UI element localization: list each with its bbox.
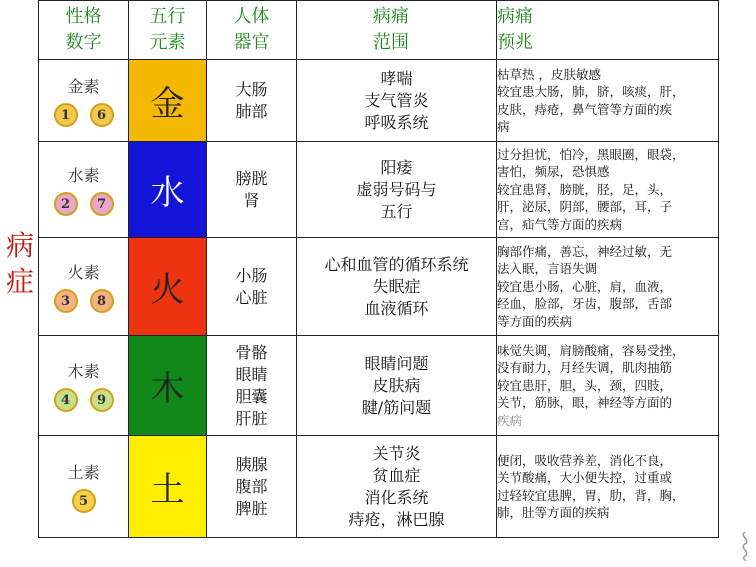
number-cell: [39, 142, 129, 238]
number-coin: 9: [90, 388, 114, 412]
range-item: 眼睛问题: [364, 353, 429, 373]
sign-line: 枯草热 ，皮肤敏感: [497, 66, 601, 82]
signs-cell: [497, 336, 719, 436]
sign-line: 较宜患小肠，心脏，肩，血液，: [497, 278, 673, 294]
range-cell: [297, 60, 497, 142]
range-item: 呼吸系统: [364, 112, 429, 132]
organ-item: 小肠: [235, 265, 268, 285]
table-row: [39, 142, 719, 238]
number-coins: [39, 388, 128, 412]
organ-item: 胰腺: [235, 454, 268, 474]
header-range: 病痛 范围: [297, 1, 497, 60]
five-elements-health-table: [38, 0, 719, 538]
range-item: 虚弱号码与: [356, 179, 437, 199]
number-cell: [39, 60, 129, 142]
sign-line: 关节酸痛，大小便失控，过重或: [497, 470, 673, 485]
element-cell: 土: [129, 436, 207, 538]
signs-cell: [497, 238, 719, 336]
sign-line: 疾病: [497, 412, 523, 428]
sign-line: 肺，肚等方面的疾病: [497, 505, 610, 520]
sign-line: 等方面的疾病: [497, 313, 573, 329]
organ-cell: [207, 436, 297, 538]
table-row: [39, 336, 719, 436]
sign-line: 便闭，吸收营养差，消化不良，: [497, 452, 673, 468]
organ-cell: [207, 60, 297, 142]
organ-item: 眼睛: [235, 364, 268, 384]
range-item: 血液循环: [364, 298, 429, 318]
side-label-disease: [6, 228, 40, 300]
organ-item: 膀胱: [235, 168, 268, 188]
signs-cell: [497, 142, 719, 238]
number-cell: [39, 336, 129, 436]
table-row: [39, 238, 719, 336]
number-label: 金素: [67, 77, 100, 96]
number-coin: 2: [54, 192, 78, 216]
number-label: 水素: [67, 166, 100, 185]
sign-line: 过分担忧，怕冷，黑眼圈，眼袋，: [497, 146, 685, 162]
range-item: 贫血症: [372, 465, 421, 485]
sign-line: 没有耐力，月经失调，肌肉抽筋: [497, 360, 673, 376]
number-cell: [39, 436, 129, 538]
sign-line: 经血，脸部，牙齿，腹部，舌部: [497, 296, 673, 312]
range-cell: [297, 142, 497, 238]
sign-line: 法入眠，言语失调: [497, 261, 598, 277]
organ-item: 胆囊: [235, 386, 268, 406]
table-row: [39, 436, 719, 538]
number-coins: [39, 489, 128, 513]
sign-line: 胸部作痛，善忘，神经过敏，无: [497, 243, 673, 259]
element-cell: 火: [129, 238, 207, 336]
organ-item: 骨骼: [235, 342, 268, 362]
header-number: 性格 数字: [39, 1, 129, 60]
header-signs: 病痛 预兆: [497, 1, 719, 60]
range-item: 消化系统: [364, 487, 429, 507]
header-row: [39, 1, 719, 60]
number-coin: 4: [54, 388, 78, 412]
organ-item: 肝脏: [235, 408, 268, 428]
organ-item: 腹部: [235, 476, 268, 496]
sign-line: 害怕，频尿，恐惧感: [497, 164, 610, 180]
sign-line: 关节，筋脉，眼，神经等方面的: [497, 395, 673, 411]
range-item: 阳痿: [380, 157, 413, 177]
number-coin: 3: [54, 289, 78, 313]
sign-line: 皮肤，痔疮，鼻气管等方面的疾: [497, 101, 673, 117]
table-row: [39, 60, 719, 142]
organ-item: 肾: [243, 190, 260, 210]
sign-line: 过轻较宜患脾，胃，肋，背，胸，: [497, 487, 685, 503]
number-label: 火素: [67, 263, 100, 282]
number-coins: [39, 192, 128, 216]
sign-line: 较宜患肝，胆，头，颈，四肢，: [497, 377, 673, 393]
side-label-char-1: 病: [6, 229, 35, 262]
sign-line: 肝，泌尿，阴部，腰部，耳，子: [497, 199, 673, 215]
number-cell: [39, 238, 129, 336]
sign-line: 宫，疝气等方面的疾病: [497, 216, 623, 232]
range-cell: [297, 238, 497, 336]
header-organ: 人体 器官: [207, 1, 297, 60]
element-cell: 水: [129, 142, 207, 238]
sign-line: 较宜患肾，膀胱，胫，足，头，: [497, 181, 673, 197]
number-coin: 5: [72, 489, 96, 513]
range-item: 支气管炎: [364, 90, 429, 110]
range-cell: [297, 336, 497, 436]
range-item: 皮肤病: [372, 375, 421, 395]
organ-cell: [207, 238, 297, 336]
range-item: 失眠症: [372, 276, 421, 296]
range-cell: [297, 436, 497, 538]
number-coin: 8: [90, 289, 114, 313]
organ-cell: [207, 142, 297, 238]
number-coin: 1: [54, 103, 78, 127]
organ-item: 心脏: [235, 287, 268, 307]
sign-line: 较宜患大肠，肺，脐，咳痰，肝，: [497, 84, 685, 99]
header-element: 五行 元素: [129, 1, 207, 60]
page-curl-icon: [738, 530, 752, 562]
number-coin: 6: [90, 103, 114, 127]
sign-line: 味觉失调，肩膀酸痛，容易受挫，: [497, 342, 685, 358]
signs-cell: [497, 60, 719, 142]
organ-cell: [207, 336, 297, 436]
range-item: 哮喘: [380, 68, 413, 88]
number-label: 土素: [67, 463, 100, 482]
number-coins: [39, 103, 128, 127]
range-item: 痔疮，淋巴腺: [348, 509, 445, 529]
element-cell: 木: [129, 336, 207, 436]
sign-line: 病: [497, 119, 510, 134]
side-label-char-2: 症: [6, 265, 35, 298]
signs-cell: [497, 436, 719, 538]
organ-item: 大肠: [235, 79, 268, 99]
element-cell: 金: [129, 60, 207, 142]
number-coin: 7: [90, 192, 114, 216]
number-label: 木素: [67, 362, 100, 381]
range-item: 腱/筋问题: [361, 397, 432, 417]
number-coins: [39, 289, 128, 313]
range-item: 关节炎: [372, 443, 421, 463]
range-item: 心和血管的循环系统: [324, 254, 469, 274]
organ-item: 脾脏: [235, 498, 268, 518]
organ-item: 肺部: [235, 101, 268, 121]
range-item: 五行: [380, 201, 413, 221]
